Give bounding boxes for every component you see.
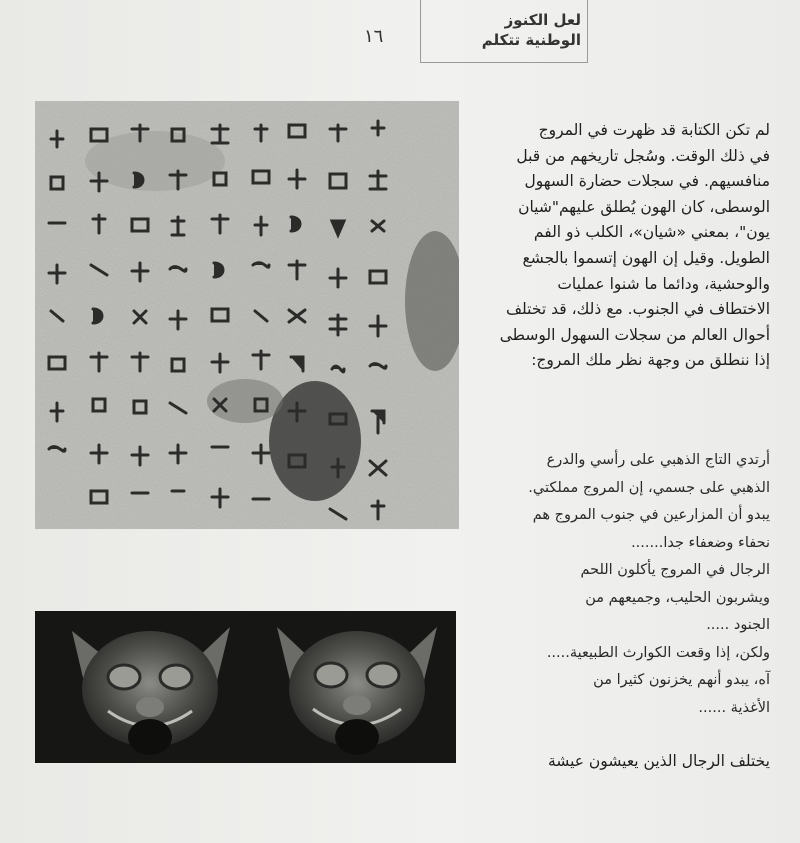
poem-line: ولكن، إذا وقعت الكوارث الطبيعية..... <box>546 644 770 661</box>
bronze-animal-heads-photo <box>35 611 456 763</box>
body-line: منافسيهم. في سجلات حضارة السهول <box>524 172 770 191</box>
body-line: الاختطاف في الجنوب. مع ذلك، قد تختلف <box>506 300 770 319</box>
body-line: إذا ننطلق من وجهة نظر ملك المروج: <box>531 351 770 370</box>
body-line: أحوال العالم من سجلات السهول الوسطى <box>499 325 770 344</box>
body-paragraph <box>470 118 770 374</box>
body-line: الوسطى، كان الهون يُطلق عليهم"شيان <box>518 197 770 216</box>
body-line: والوحشية، ودائما ما شنوا عمليات <box>557 274 770 293</box>
poem-block <box>470 447 770 722</box>
poem-line: أرتدي التاج الذهبي على رأسي والدرع <box>546 452 770 468</box>
poem-line: الذهبي على جسمي، إن المروج مملكتي. <box>528 479 770 496</box>
closing-line: يختلف الرجال الذين يعيشون عيشة <box>547 752 770 770</box>
body-line: الطويل. وقيل إن الهون إتسموا بالجشع <box>522 248 770 267</box>
bronze-inscription-photo <box>35 101 459 529</box>
header-title-line1: لعل الكنوز <box>504 11 581 29</box>
body-line: لم تكن الكتابة قد ظهرت في المروج <box>538 121 770 139</box>
body-line: يون"، بمعني «شيان»، الكلب ذو الفم <box>533 223 770 242</box>
poem-line: ويشربون الحليب، وجميعهم من <box>585 589 770 606</box>
header-title-line2: الوطنية تتكلم <box>481 31 581 49</box>
body-line: في ذلك الوقت. وسُجل تاريخهم من قبل <box>516 146 770 165</box>
poem-line: آه، يبدو أنهم يخزنون كثيرا من <box>593 672 770 688</box>
running-header <box>420 0 588 63</box>
poem-line: الجنود ..... <box>706 617 770 633</box>
poem-line: يبدو أن المزارعين في جنوب المروج هم <box>532 507 770 523</box>
poem-line: نحفاء وضعفاء جدا....... <box>631 534 770 551</box>
poem-line: الأغذية ...... <box>698 699 770 716</box>
header-title <box>431 10 581 50</box>
page-number: ١٦ <box>364 26 384 47</box>
poem-line: الرجال في المروج يأكلون اللحم <box>580 562 770 578</box>
